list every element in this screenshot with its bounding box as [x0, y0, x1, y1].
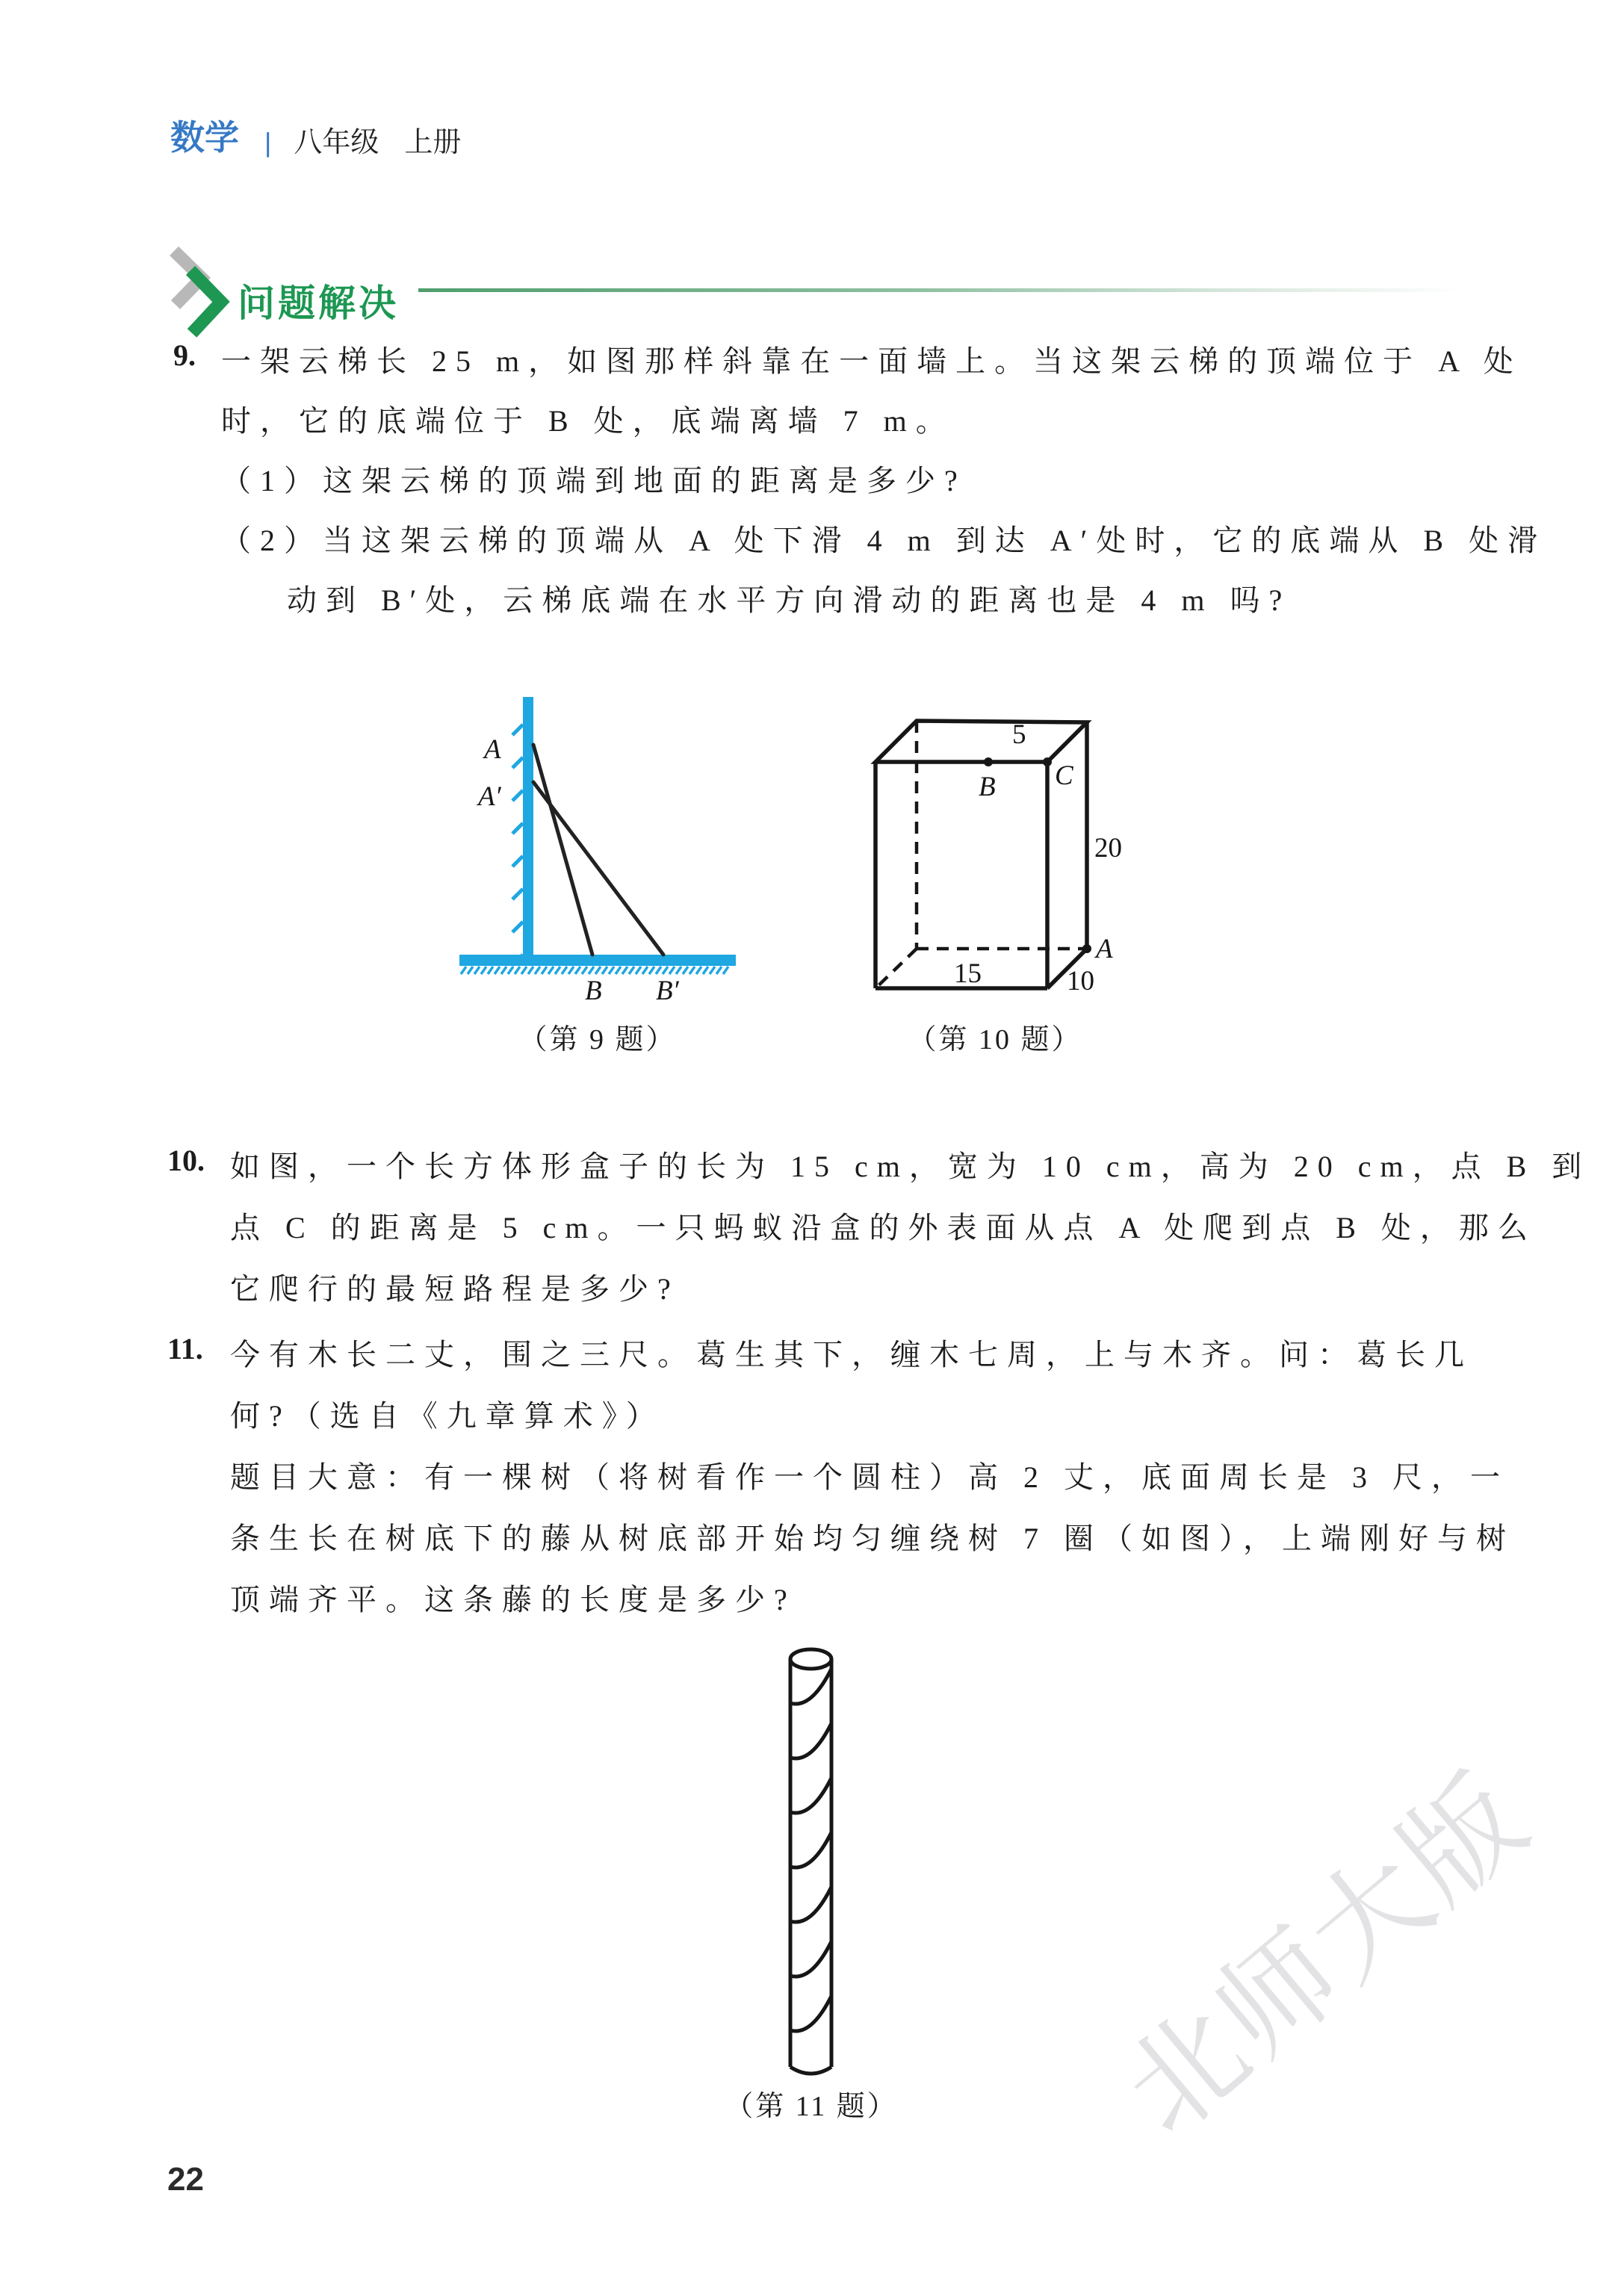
- problem9-line2: 时，它的底端位于 B 处，底端离墙 7 m。: [221, 404, 955, 438]
- figure-11-caption: （第 11 题）: [725, 2091, 898, 2122]
- problem9-line5: 动到 B′处，云梯底端在水平方向滑动的距离也是 4 m 吗?: [287, 583, 1292, 617]
- problem9-line1: 一架云梯长 25 m，如图那样斜靠在一面墙上。当这架云梯的顶端位于 A 处: [221, 344, 1522, 378]
- label-B: B: [979, 772, 996, 802]
- page-header: [170, 111, 461, 160]
- ground: [459, 955, 736, 966]
- problem11-line1: 今有木长二丈，围之三尺。葛生其下，缠木七周，上与木齐。问：葛长几: [230, 1338, 1473, 1371]
- header-grade: 八年级: [294, 127, 379, 158]
- figure-9-ladder-diagram: [448, 687, 769, 1061]
- header-separator: |: [264, 127, 272, 158]
- label-A: A: [1096, 934, 1113, 964]
- wall-hatching: [512, 725, 523, 965]
- figure-10-caption: （第 10 题）: [908, 1024, 1082, 1055]
- problem10-line1: 如图，一个长方体形盒子的长为 15 cm，宽为 10 cm，高为 20 cm，点 B 到: [230, 1150, 1591, 1183]
- problem11-line5: 顶端齐平。这条藤的长度是多少?: [230, 1583, 796, 1616]
- header-subject: 数学: [170, 118, 239, 157]
- page-number: 22: [167, 2161, 204, 2198]
- problem9-line3: （1）这架云梯的顶端到地面的距离是多少?: [221, 464, 967, 497]
- label-B-prime: B′: [656, 976, 679, 1006]
- wall: [523, 697, 533, 966]
- dim-10: 10: [1067, 966, 1094, 996]
- problem9-line4: （2）当这架云梯的顶端从 A 处下滑 4 m 到达 A′处时，它的底端从 B 处滑: [221, 524, 1547, 557]
- chevron-green-icon: [190, 270, 221, 333]
- vine-spiral: [790, 1669, 831, 2031]
- problem11-line3: 题目大意：有一棵树（将树看作一个圆柱）高 2 丈，底面周长是 3 尺，一: [230, 1460, 1509, 1494]
- problem9-number: 9.: [173, 338, 196, 372]
- problem11-line4: 条生长在树底下的藤从树底部开始均匀缠绕树 7 圈（如图），上端刚好与树: [230, 1522, 1515, 1555]
- ladder-position-2: [533, 782, 663, 955]
- problem10-number: 10.: [167, 1144, 205, 1177]
- label-B: B: [585, 976, 602, 1006]
- label-A: A: [484, 734, 501, 765]
- ground-hatching: [461, 967, 728, 974]
- dim-15: 15: [954, 958, 982, 989]
- label-A-prime: A′: [478, 781, 501, 812]
- dim-20: 20: [1094, 833, 1122, 864]
- point-A-dot: [1082, 944, 1091, 953]
- header-volume: 上册: [404, 127, 462, 158]
- problem10-line3: 它爬行的最短路程是多少?: [230, 1272, 680, 1306]
- section-title: 问题解决: [238, 282, 399, 324]
- figure-11-cylinder-diagram: [777, 1647, 881, 2095]
- dim-5: 5: [1012, 719, 1026, 750]
- point-B-dot: [984, 757, 993, 766]
- figure-10-box-diagram: [852, 698, 1180, 1042]
- point-C-dot: [1043, 757, 1052, 766]
- problem11-line2: 何?（选自《九章算术》）: [230, 1399, 665, 1433]
- label-C: C: [1055, 760, 1073, 791]
- publisher-watermark: 北师大版: [1101, 1750, 1552, 2159]
- figure-9-caption: （第 9 题）: [518, 1024, 677, 1055]
- problem11-number: 11.: [167, 1332, 203, 1365]
- problem10-line2: 点 C 的距离是 5 cm。一只蚂蚁沿盒的外表面从点 A 处爬到点 B 处，那么: [230, 1211, 1537, 1244]
- section-divider-line: [418, 288, 1516, 292]
